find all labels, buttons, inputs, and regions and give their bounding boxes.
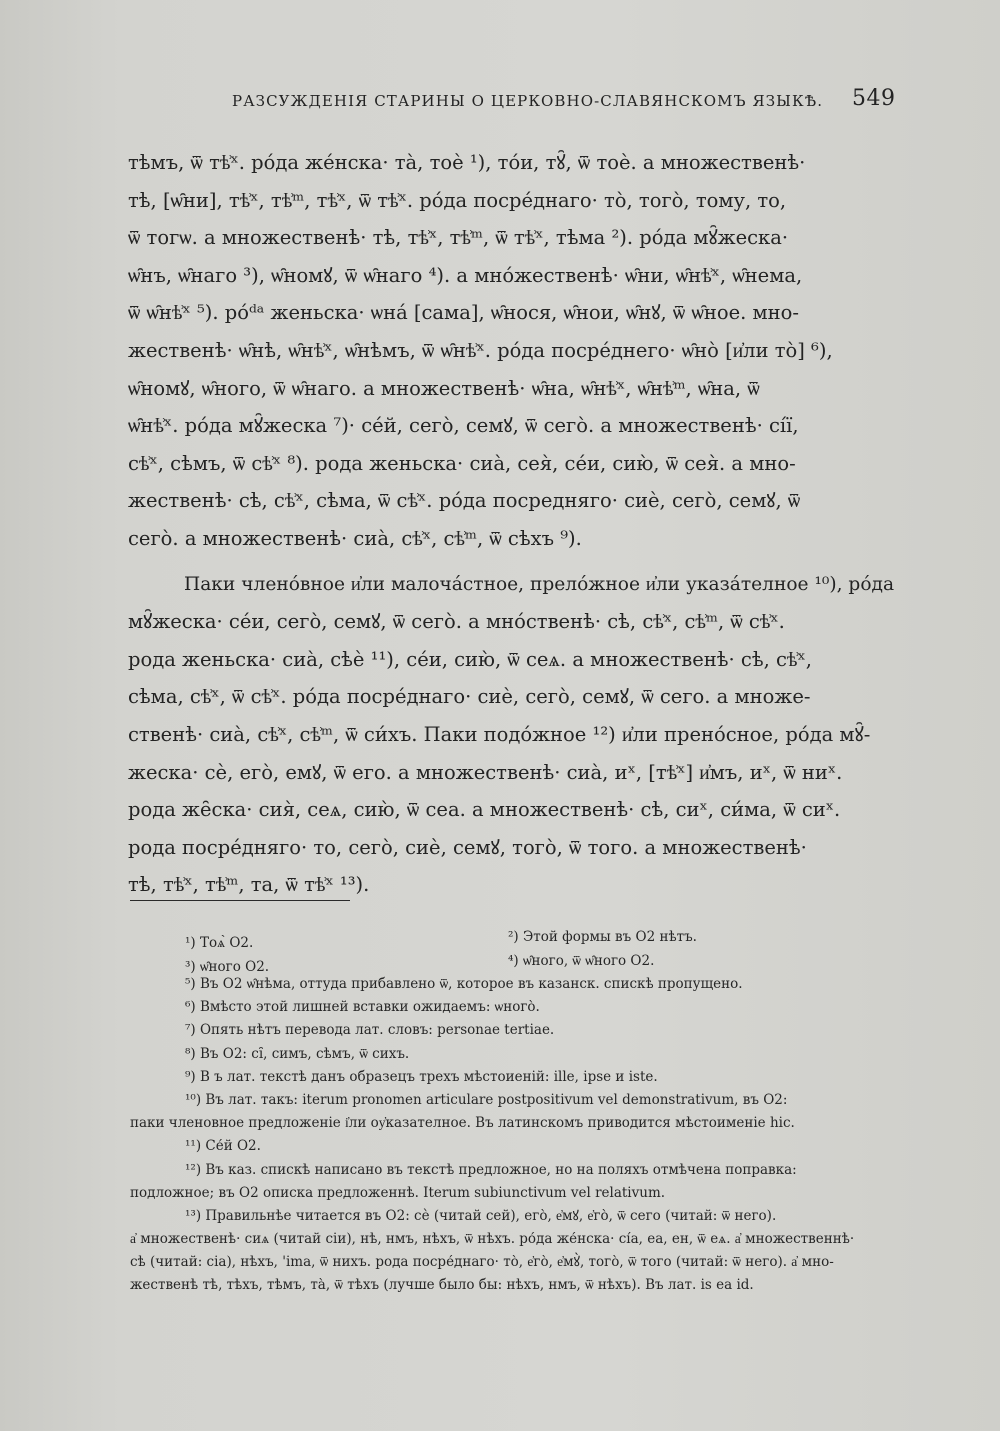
text-line: ѡ̑номꙋ, ѡ̑ного, ѿ ѡ̑наго. а множественѣ· ѡ̑на, ѡ̑нѣ͗ˣ, ѡ̑нѣ͗ᵐ, ѡ̑на, ѿ bbox=[128, 376, 760, 400]
text-line: рода женьска· сиа̀, сѣѐ ¹¹), се́и, сию̀, ѿ сеѧ. а множественѣ· сѣ, сѣ͗ˣ, bbox=[128, 647, 812, 671]
footnote-13: ¹³) Правильнѣе читается въ О2: сѐ (читай сей), его̀, е҆мꙋ, е҆го̀, ѿ сего (читай: ѿ него). bbox=[185, 1207, 777, 1224]
footnote-2: ²) Этой формы въ О2 нѣтъ. bbox=[508, 929, 697, 945]
footnote-row bbox=[130, 925, 900, 949]
footnote-8: ⁸) Въ О2: сі̑, симъ, сѣмъ, ѿ сихъ. bbox=[185, 1045, 410, 1062]
footnote-7: ⁷) Опять нѣтъ перевода лат. словъ: personae tertiae. bbox=[185, 1022, 555, 1039]
footnote-4: ⁴) ѡ̑ного, ѿ ѡ̑ного О2. bbox=[508, 953, 655, 969]
text-line: тѣ, тѣ͗ˣ, тѣ͗ᵐ, та, ѿ тѣ͗ˣ ¹³). bbox=[128, 873, 370, 897]
text-line: ственѣ· сиа̀, сѣ͗ˣ, сѣ͗ᵐ, ѿ си́хъ. Паки подо́жное ¹²) и҆ли прено́сное, ро́да мꙋ̑- bbox=[128, 722, 871, 746]
text-line: Паки членóвное и҆ли малочáстное, прелóжное и҆ли указáтелное ¹⁰), ро́да bbox=[184, 573, 895, 595]
footnote-13-cont: сѣ (читай: сіа), нѣхъ, 'ima, ѿ нихъ. рода посре́днаго· то̀, е҆го̀, е҆мꙋ̀, того̀, ѿ того (читай: ѿ него). а҆ мно- bbox=[130, 1254, 834, 1271]
text-line: жественѣ· сѣ, сѣ͗ˣ, сѣма, ѿ сѣ͗ˣ. ро́да посредняго· сиѐ, сего̀, семꙋ, ѿ bbox=[128, 489, 801, 513]
footnote-12: ¹²) Въ каз. спискѣ написано въ текстѣ предложное, но на поляхъ отмѣчена поправка: bbox=[185, 1161, 797, 1178]
footnote-9: ⁹) В ъ лат. текстѣ данъ образецъ трехъ мѣстоиеній: ille, ipse и iste. bbox=[185, 1068, 658, 1085]
main-text bbox=[128, 144, 898, 904]
page-number: 549 bbox=[852, 86, 896, 111]
footnote-row bbox=[130, 949, 900, 973]
footnote-12-cont: подложное; въ О2 описка предложеннѣ. Iterum subiunctivum vel relativum. bbox=[130, 1184, 666, 1201]
text-line: тѣ, [ѡ̑ни], тѣ͗ˣ, тѣ͗ᵐ, тѣ͗ˣ, ѿ тѣ͗ˣ. ро́да посре́днаго· то̀, того̀, тому, то, bbox=[128, 188, 787, 212]
footnote-6: ⁶) Вмѣсто этой лишней вставки ожидаемъ: ѡного̀. bbox=[185, 999, 540, 1016]
footnote-13-cont: а҆ множественѣ· сиѧ (читай сіи), нѣ, нмъ, нѣхъ, ѿ нѣхъ. ро́да же́нска· сі́а, еа, ен, ѿ еѧ. а҆ множественнѣ· bbox=[130, 1231, 855, 1248]
text-line: жественѣ· ѡ̑нѣ, ѡ̑нѣ͗ˣ, ѡ̑нѣмъ, ѿ ѡ̑нѣ͗ˣ. ро́да посре́днего· ѡ̑но̀ [и҆ли то̀] ⁶), bbox=[128, 338, 833, 362]
running-head: РАЗСУЖДЕНІЯ СТАРИНЫ О ЦЕРКОВНО-СЛАВЯНСКОМЪ ЯЗЫКѢ. bbox=[232, 92, 824, 110]
footnote-1: ¹) Тоѧ̀ О2. bbox=[185, 935, 254, 951]
footnote-5: ⁵) Въ О2 ѡ̑нѣма, оттуда прибавлено ѿ, которое въ казанск. спискѣ пропущено. bbox=[185, 976, 743, 992]
footnote-10: ¹⁰) Въ лат. такъ: iterum pronomen articulare postpositivum vel demonstrativum, въ О2: bbox=[185, 1091, 788, 1108]
footnote-10-cont: паки членовное предложеніе і҆ли оу҆казателное. Въ латинскомъ приводится мѣстоименіе hic. bbox=[130, 1115, 795, 1132]
footnote-3: ³) ѡ̑ного О2. bbox=[185, 959, 270, 975]
text-line: ѿ ѡ̑нѣ͗ˣ ⁵). ро́ᵈᵃ женьска· ѡна́ [сама], ѡ̑нося, ѡ̑нои, ѡ̑нꙋ, ѿ ѡ̑ное. мно- bbox=[128, 301, 799, 325]
paragraph-gap bbox=[128, 558, 898, 566]
text-line: сѣ͗ˣ, сѣмъ, ѿ сѣ͗ˣ ⁸). рода женьска· сиа̀, сея̀, се́и, сию̀, ѿ сея̀. а мно- bbox=[128, 451, 796, 475]
footnotes bbox=[130, 925, 900, 1298]
footnote-11: ¹¹) Се́й О2. bbox=[185, 1138, 261, 1155]
footnote-separator bbox=[130, 900, 350, 901]
text-line: сего̀. а множественѣ· сиа̀, сѣ͗ˣ, сѣ͗ᵐ, ѿ сѣхъ ⁹). bbox=[128, 526, 582, 550]
text-line: рода же̑ска· сия̀, сеѧ, сию̀, ѿ сеа. а множественѣ· сѣ, сиˣ, си́ма, ѿ сиˣ. bbox=[128, 798, 841, 822]
text-line: жеска· сѐ, его̀, емꙋ, ѿ его. а множественѣ· сиа̀, иˣ, [тѣ͗ˣ] и҆мъ, иˣ, ѿ ниˣ. bbox=[128, 760, 843, 784]
footnote-13-cont: жественѣ тѣ, тѣхъ, тѣмъ, та̀, ѿ тѣхъ (лучше было бы: нѣхъ, нмъ, ѿ нѣхъ). Въ лат. is ea id. bbox=[130, 1277, 754, 1294]
text-line: сѣма, сѣ͗ˣ, ѿ сѣ͗ˣ. ро́да посре́днаго· сиѐ, сего̀, семꙋ, ѿ сего. а множе- bbox=[128, 685, 811, 709]
text-line: мꙋ̑жеска· се́и, сего̀, семꙋ, ѿ сего̀. а мно́ственѣ· сѣ, сѣ͗ˣ, сѣ͗ᵐ, ѿ сѣ͗ˣ. bbox=[128, 610, 785, 634]
text-line: рода посре́дняго· то, сего̀, сиѐ, семꙋ, того̀, ѿ того. а множественѣ· bbox=[128, 835, 807, 859]
text-line: ѿ тогѡ. а множественѣ· тѣ, тѣ͗ˣ, тѣ͗ᵐ, ѿ тѣ͗ˣ, тѣма ²). ро́да мꙋ̑жеска· bbox=[128, 226, 789, 250]
text-line: тѣмъ, ѿ тѣ͗ˣ. ро́да же́нска· та̀, тоѐ ¹), то́и, тꙋ̑, ѿ тоѐ. а множественѣ· bbox=[128, 151, 806, 174]
text-line: ѡ̑нъ, ѡ̑наго ³), ѡ̑номꙋ, ѿ ѡ̑наго ⁴). а мно́жественѣ· ѡ̑ни, ѡ̑нѣ͗ˣ, ѡ̑нема, bbox=[128, 263, 803, 287]
text-line: ѡ̑нѣ͗ˣ. ро́да мꙋ̑жеска ⁷)· се́й, сего̀, семꙋ, ѿ сего̀. а множественѣ· сі́ї, bbox=[128, 414, 799, 438]
